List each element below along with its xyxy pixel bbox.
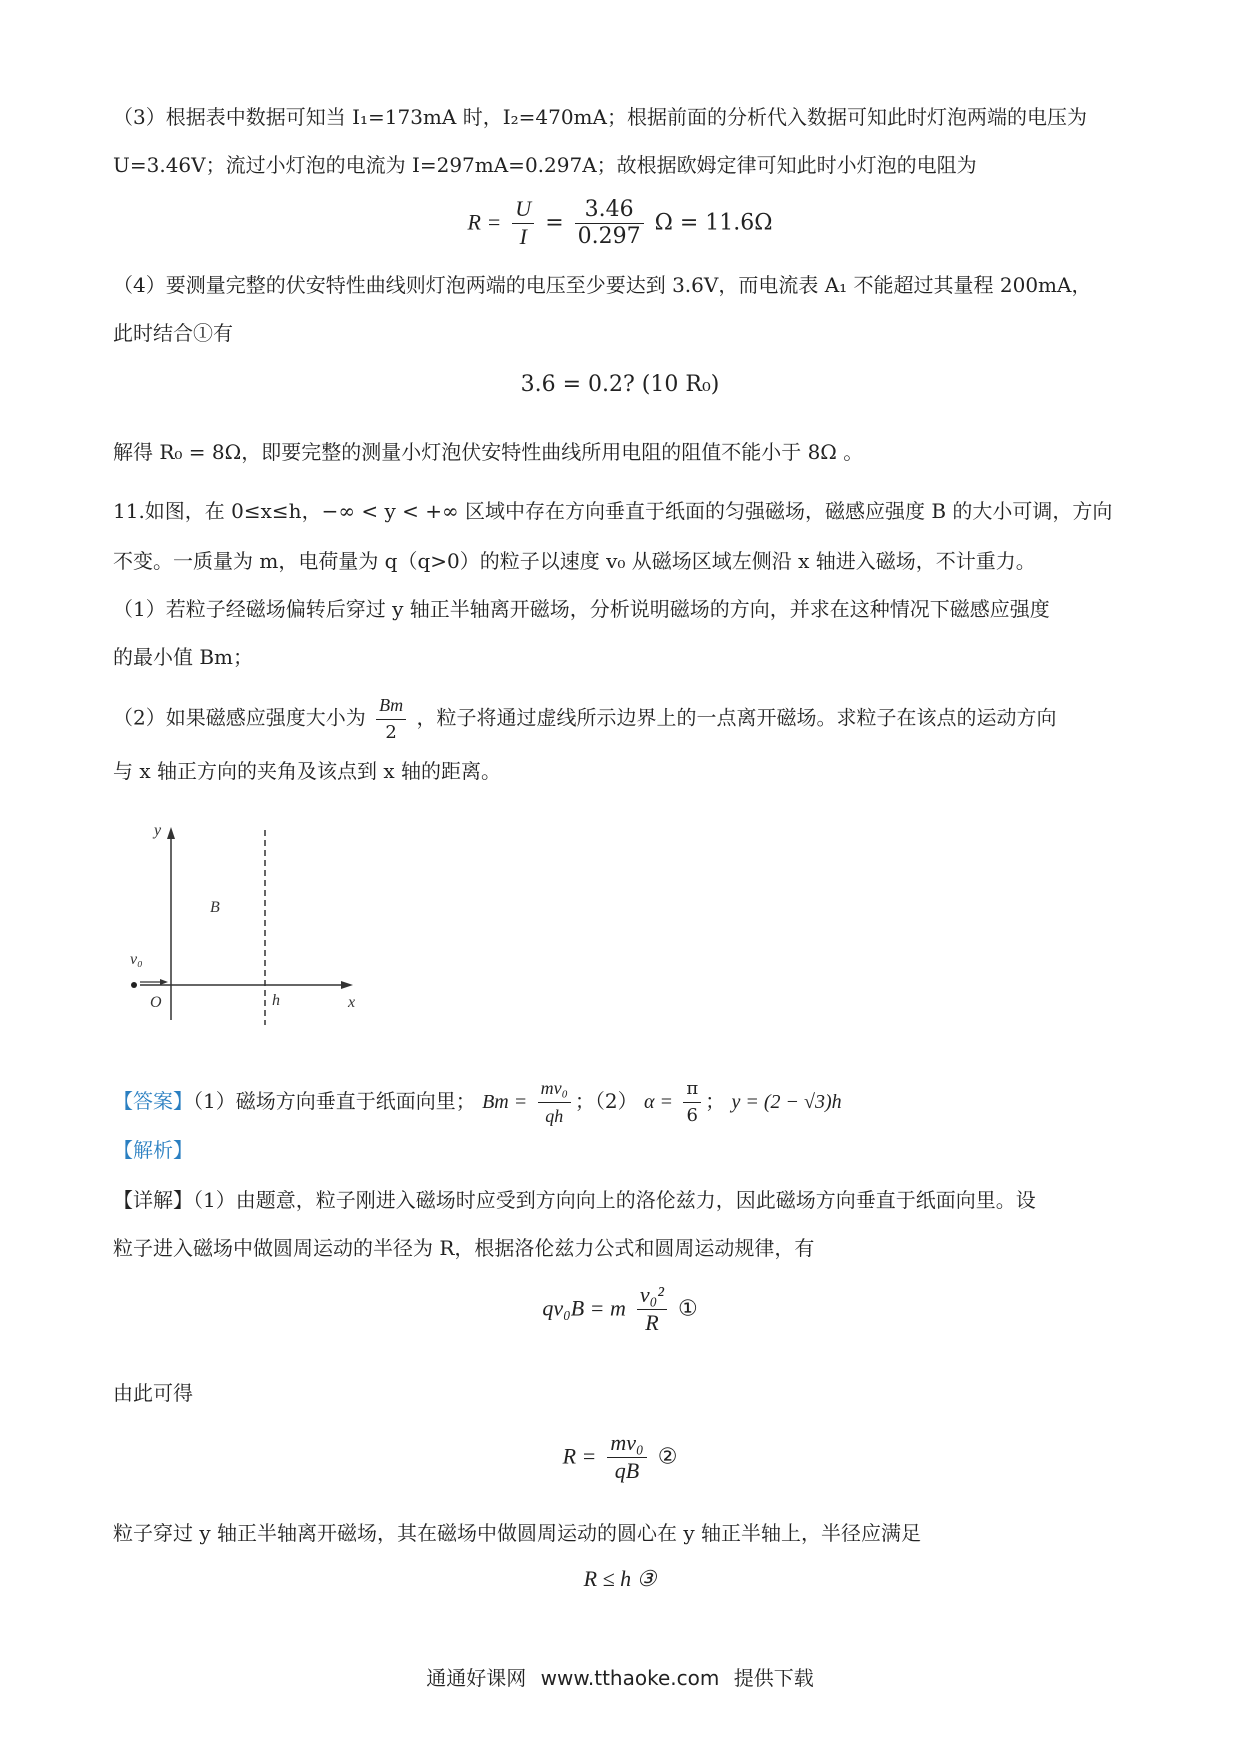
y-axis-arrow: [167, 827, 175, 839]
part3-equation: R = $\frac{U}{I}$ = $\frac{3.46}{0.297}$ Ω = 11.6Ω: [467, 196, 773, 249]
part4-line2: 此时结合①有: [113, 321, 233, 345]
fraction-bm-over-2: $\frac{Bm}{2}$: [376, 692, 406, 746]
fraction-v0sq-over-r: $\frac{\text{v₀²}}{R}$: [637, 1282, 667, 1337]
particle-dot: [131, 982, 137, 988]
answer-tag: 【答案】: [113, 1089, 193, 1113]
y-axis-label: y: [154, 822, 162, 839]
answer-line: 【答案】（1）磁场方向垂直于纸面向里； Bm = $\frac{\text{mv₀}}{qh}$ ；（2） α = $\frac{\pi}{6}$ ； y = (2 − √3)h: [113, 1075, 1133, 1130]
detail-mid: 由此可得: [113, 1381, 193, 1405]
fraction-mv0-over-qb: $\frac{\text{mv₀}}{qB}$: [607, 1430, 646, 1485]
part3-line2: U=3.46V；流过小灯泡的电流为 I=297mA=0.297A；故根据欧姆定律可知此时小灯泡的电阻为: [113, 153, 977, 177]
detail-line2: 粒子进入磁场中做圆周运动的半径为 R，根据洛伦兹力公式和圆周运动规律，有: [113, 1236, 815, 1260]
q11-sub1-line2: 的最小值 Bm；: [113, 645, 254, 669]
b-label: B: [210, 899, 220, 916]
q11-line2: 不变。一质量为 m，电荷量为 q（q>0）的粒子以速度 v₀ 从磁场区域左侧沿 x 轴进入磁场，不计重力。: [113, 549, 1036, 573]
q11-sub2-line2: 与 x 轴正方向的夹角及该点到 x 轴的距离。: [113, 759, 501, 783]
fraction-values: $\frac{3.46}{0.297}$: [575, 197, 644, 250]
fraction-bm: $\frac{\text{mv₀}}{qh}$: [538, 1075, 571, 1130]
footer-suffix: 提供下载: [733, 1666, 814, 1690]
equation-1: qv₀B = m $\frac{\text{v₀²}}{R}$ ①: [542, 1282, 698, 1335]
fraction-u-over-i: $\frac{U}{I}$: [512, 196, 534, 251]
v0-label: v₀: [130, 951, 143, 968]
h-label: h: [272, 992, 280, 1009]
x-axis-label: x: [348, 994, 356, 1011]
footer-site-name: 通通好课网: [426, 1666, 527, 1690]
eq-rhs: Ω = 11.6Ω: [654, 210, 773, 236]
part4-equation: 3.6 = 0.2? (10 R₀): [520, 372, 720, 397]
fraction-alpha: $\frac{\pi}{6}$: [683, 1076, 701, 1129]
x-axis-arrow: [341, 981, 353, 989]
q11-sub2-line1: （2）如果磁感应强度大小为 $\frac{Bm}{2}$ ，粒子将通过虚线所示边界上的一点离开磁场。求粒子在该点的运动方向: [113, 692, 1133, 746]
detail-line1: 【详解】（1）由题意，粒子刚进入磁场时应受到方向向上的洛伦兹力，因此磁场方向垂直于纸面向里。设: [113, 1188, 1036, 1212]
q11-sub1-line1: （1）若粒子经磁场偏转后穿过 y 轴正半轴离开磁场，分析说明磁场的方向，并求在这种情况下磁感应强度: [113, 597, 1050, 621]
origin-label: O: [150, 994, 162, 1011]
analysis-tag: 【解析】: [113, 1138, 193, 1162]
q11-line1: 11.如图，在 0≤x≤h，−∞ < y < +∞ 区域中存在方向垂直于纸面的匀强磁场，磁感应强度 B 的大小可调，方向: [113, 499, 1113, 523]
field-diagram: [120, 815, 370, 1035]
detail-line3: 粒子穿过 y 轴正半轴离开磁场，其在磁场中做圆周运动的圆心在 y 轴正半轴上，半径应满足: [113, 1521, 922, 1545]
footer-url[interactable]: www.tthaoke.com: [540, 1666, 720, 1690]
part4-solution: 解得 R₀ = 8Ω，即要完整的测量小灯泡伏安特性曲线所用电阻的阻值不能小于 8Ω 。: [113, 440, 864, 464]
equation-3: R ≤ h ③: [583, 1566, 657, 1591]
footer: [0, 1662, 1240, 1691]
equation-2: R = $\frac{\text{mv₀}}{qB}$ ②: [562, 1430, 678, 1483]
eq-lhs: R =: [467, 209, 502, 235]
part4-line1: （4）要测量完整的伏安特性曲线则灯泡两端的电压至少要达到 3.6V，而电流表 A₁ 不能超过其量程 200mA，: [113, 273, 1092, 297]
part3-line1: （3）根据表中数据可知当 I₁=173mA 时，I₂=470mA；根据前面的分析代入数据可知此时灯泡两端的电压为: [113, 105, 1087, 129]
velocity-arrow-head: [160, 979, 168, 985]
